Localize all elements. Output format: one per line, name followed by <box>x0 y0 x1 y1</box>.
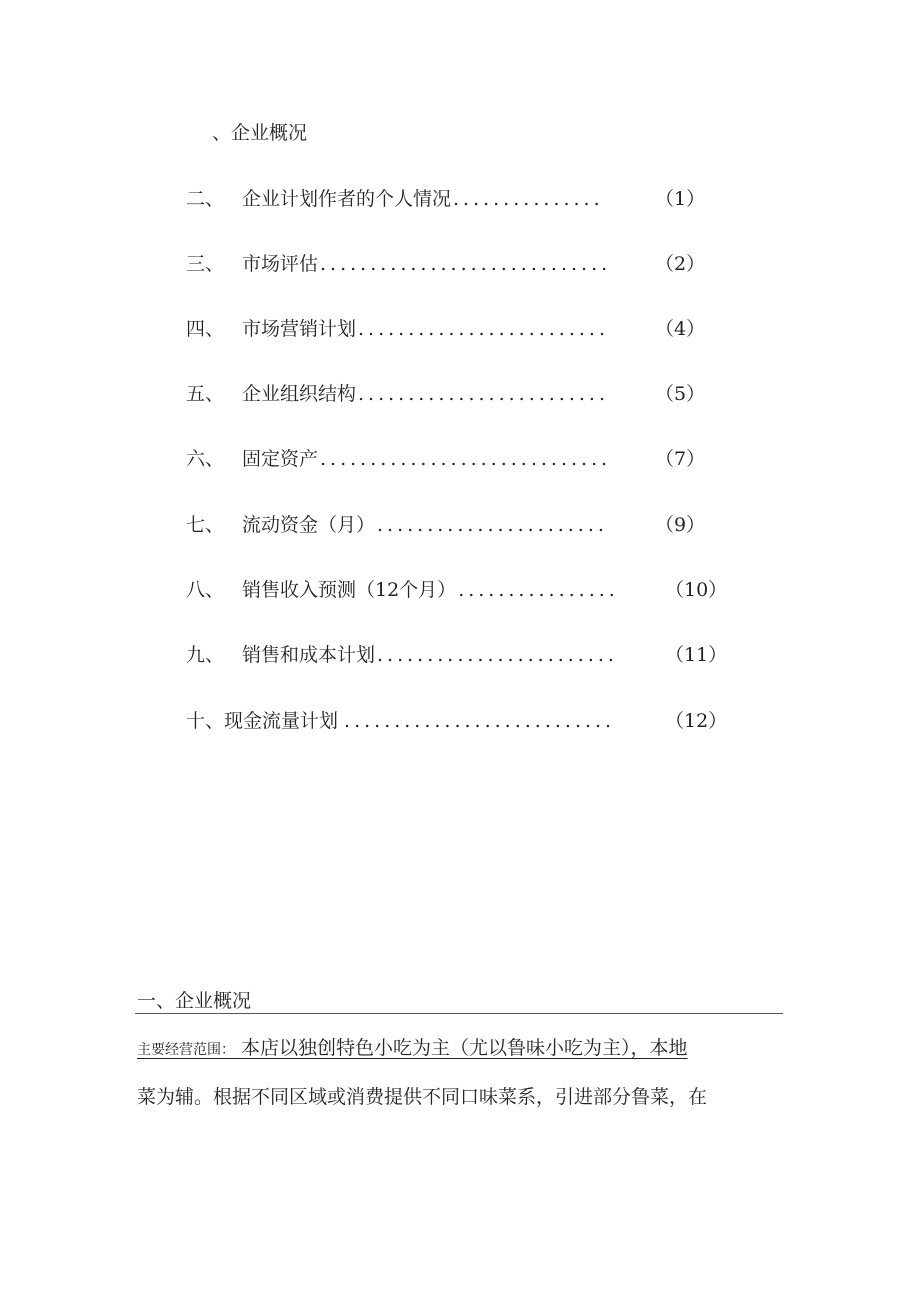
toc-page-number: （9） <box>655 514 706 536</box>
toc-number: 六、 <box>186 448 225 470</box>
business-scope-continuation: 菜为辅。根据不同区域或消费提供不同口味菜系，引进部分鲁菜，在 <box>137 1086 708 1108</box>
toc-title: 固定资产 <box>242 448 319 470</box>
toc-item-1: 、企业概况 <box>212 122 308 144</box>
toc-number: 二、 <box>186 188 225 210</box>
toc-item-3 <box>186 249 611 276</box>
toc-leader-dots: ............................. <box>320 253 612 275</box>
toc-leader-dots: ......................... <box>358 383 610 405</box>
toc-title: 流动资金（月） <box>242 514 376 536</box>
toc-item-8 <box>186 575 619 602</box>
toc-item-6 <box>186 444 611 471</box>
toc-title: 市场营销计划 <box>242 318 357 340</box>
toc-leader-dots: ......................... <box>358 318 610 340</box>
toc-number: 八、 <box>186 579 225 601</box>
toc-item-4 <box>186 314 609 341</box>
toc-title: 企业计划作者的个人情况 <box>242 188 452 210</box>
toc-number: 十、 <box>186 710 225 732</box>
toc-page-number: （4） <box>655 318 706 340</box>
toc-item-5 <box>186 379 609 406</box>
toc-page-number: （10） <box>665 579 728 601</box>
toc-item-9 <box>186 640 618 667</box>
business-scope-paragraph <box>137 1033 688 1060</box>
toc-title: 企业组织结构 <box>242 383 357 405</box>
toc-page-number: （11） <box>665 644 728 666</box>
toc-page-number: （5） <box>655 383 706 405</box>
toc-number: 七、 <box>186 514 225 536</box>
business-scope-label: 主要经营范围： <box>137 1042 235 1058</box>
toc-item-7 <box>186 510 608 537</box>
toc-leader-dots: ............... <box>453 188 604 210</box>
toc-item-2 <box>186 184 604 211</box>
toc-number: 九、 <box>186 644 225 666</box>
toc-page-number: （12） <box>665 710 728 732</box>
toc-page-number: （7） <box>655 448 706 470</box>
toc-title: 销售和成本计划 <box>242 644 376 666</box>
business-scope-text: 本店以独创特色小吃为主（尤以鲁味小吃为主），本地 <box>235 1037 688 1059</box>
toc-leader-dots: ........................... <box>344 710 616 732</box>
toc-number: 三、 <box>186 253 225 275</box>
toc-leader-dots: ................ <box>458 579 619 601</box>
toc-leader-dots: ............................. <box>320 448 612 470</box>
toc-title: 现金流量计划 <box>224 710 339 732</box>
heading-divider <box>135 1013 783 1014</box>
toc-page-number: （1） <box>655 188 706 210</box>
toc-number: 五、 <box>186 383 225 405</box>
section-heading: 一、企业概况 <box>137 990 252 1012</box>
toc-item-10 <box>186 706 615 733</box>
toc-leader-dots: ........................ <box>377 644 618 666</box>
toc-leader-dots: ....................... <box>377 514 608 536</box>
toc-number: 四、 <box>186 318 225 340</box>
toc-page-number: （2） <box>655 253 706 275</box>
toc-title: 市场评估 <box>242 253 319 275</box>
toc-title: 销售收入预测（12个月） <box>242 579 457 601</box>
